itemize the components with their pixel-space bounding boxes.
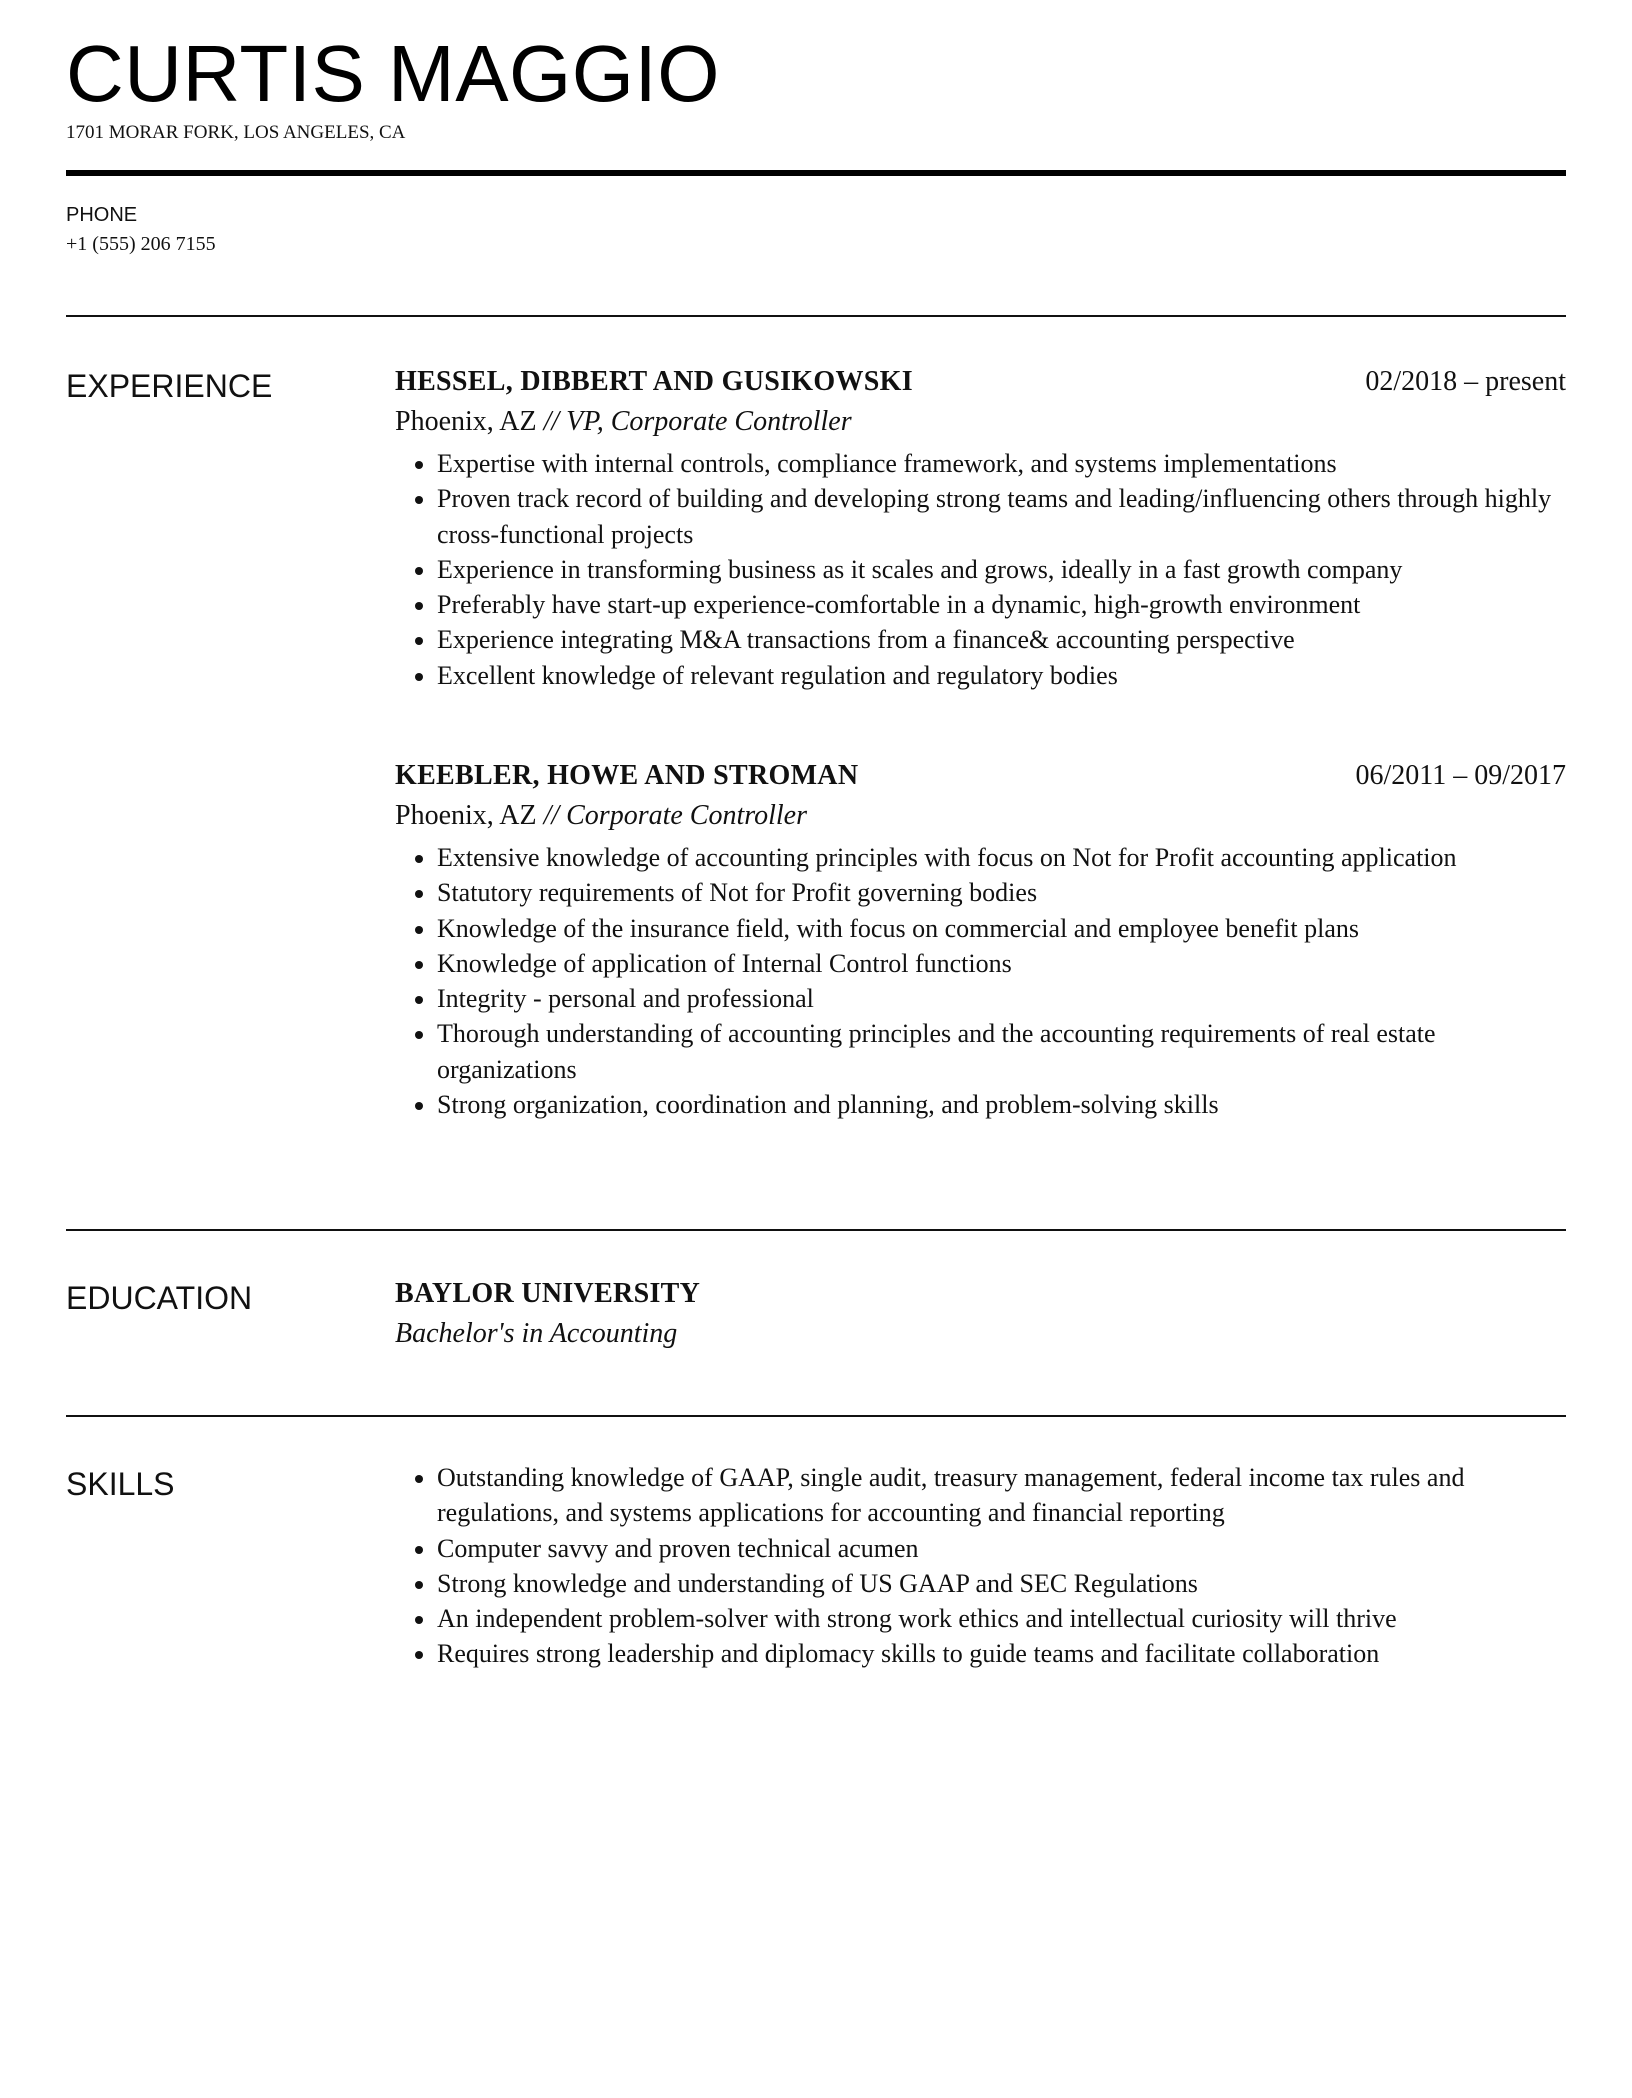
bullet-dot-icon <box>415 961 423 969</box>
education-degree: Bachelor's in Accounting <box>395 1318 678 1349</box>
job-bullet: Thorough understanding of accounting principles and the accounting requirements of real estate organizations <box>395 1016 1566 1087</box>
section-divider-education <box>66 1229 1566 1231</box>
bullet-dot-icon <box>415 637 423 645</box>
job-company: HESSEL, DIBBERT AND GUSIKOWSKI <box>395 366 913 397</box>
bullet-dot-icon <box>415 855 423 863</box>
job-bullet: Proven track record of building and developing strong teams and leading/influencing others through highly cross-functional projects <box>395 481 1566 552</box>
job-entry <box>395 756 1566 1122</box>
skills-heading: SKILLS <box>66 1466 175 1502</box>
bullet-dot-icon <box>415 673 423 681</box>
job-bullet: Statutory requirements of Not for Profit governing bodies <box>395 875 1566 910</box>
job-dates: 02/2018 – present <box>1365 366 1566 397</box>
candidate-name: CURTIS MAGGIO <box>66 29 720 118</box>
bullet-dot-icon <box>415 1031 423 1039</box>
job-entry <box>395 362 1566 693</box>
job-bullet: Extensive knowledge of accounting principles with focus on Not for Profit accounting application <box>395 840 1566 875</box>
job-location: Phoenix, AZ <box>395 406 537 437</box>
bullet-dot-icon <box>415 1581 423 1589</box>
job-bullet: Strong organization, coordination and planning, and problem-solving skills <box>395 1087 1566 1122</box>
bullet-dot-icon <box>415 461 423 469</box>
experience-list <box>395 362 1566 693</box>
education-entry <box>395 1274 1566 1354</box>
skill-item: Computer savvy and proven technical acumen <box>395 1531 1566 1566</box>
job-bullets <box>395 840 1566 1122</box>
job-separator: // <box>543 406 560 437</box>
job-role: VP, Corporate Controller <box>566 406 852 437</box>
education-heading: EDUCATION <box>66 1280 253 1316</box>
skills-list <box>395 1460 1566 1672</box>
bullet-dot-icon <box>415 1616 423 1624</box>
job-company: KEEBLER, HOWE AND STROMAN <box>395 760 859 791</box>
job-dates: 06/2011 – 09/2017 <box>1355 760 1566 791</box>
bullet-dot-icon <box>415 996 423 1004</box>
skill-item: Outstanding knowledge of GAAP, single audit, treasury management, federal income tax rules and regulations, and systems applications for accounting and financial reporting <box>395 1460 1566 1531</box>
job-bullets <box>395 446 1566 693</box>
job-bullet: Knowledge of the insurance field, with focus on commercial and employee benefit plans <box>395 911 1566 946</box>
job-location: Phoenix, AZ <box>395 800 537 831</box>
skill-item: Strong knowledge and understanding of US GAAP and SEC Regulations <box>395 1566 1566 1601</box>
job-header <box>395 756 1566 796</box>
section-divider-skills <box>66 1415 1566 1417</box>
bullet-dot-icon <box>415 1546 423 1554</box>
bullet-dot-icon <box>415 1475 423 1483</box>
phone-value: +1 (555) 206 7155 <box>66 233 216 255</box>
job-subline <box>395 402 1566 442</box>
bullet-dot-icon <box>415 926 423 934</box>
job-bullet: Integrity - personal and professional <box>395 981 1566 1016</box>
experience-heading: EXPERIENCE <box>66 368 273 404</box>
phone-label: PHONE <box>66 204 138 226</box>
skills-bullets <box>395 1460 1566 1672</box>
education-school: BAYLOR UNIVERSITY <box>395 1278 701 1309</box>
bullet-dot-icon <box>415 496 423 504</box>
job-separator: // <box>543 800 560 831</box>
skill-item: An independent problem-solver with strong work ethics and intellectual curiosity will thrive <box>395 1601 1566 1636</box>
bullet-dot-icon <box>415 602 423 610</box>
bullet-dot-icon <box>415 890 423 898</box>
bullet-dot-icon <box>415 567 423 575</box>
experience-list-2 <box>395 756 1566 1122</box>
job-bullet: Expertise with internal controls, compliance framework, and systems implementations <box>395 446 1566 481</box>
job-bullet: Knowledge of application of Internal Control functions <box>395 946 1566 981</box>
header-divider <box>66 170 1566 176</box>
job-bullet: Excellent knowledge of relevant regulation and regulatory bodies <box>395 658 1566 693</box>
bullet-dot-icon <box>415 1102 423 1110</box>
bullet-dot-icon <box>415 1651 423 1659</box>
section-divider-experience <box>66 315 1566 317</box>
job-bullet: Experience integrating M&A transactions from a finance& accounting perspective <box>395 622 1566 657</box>
job-subline <box>395 796 1566 836</box>
job-bullet: Experience in transforming business as it scales and grows, ideally in a fast growth company <box>395 552 1566 587</box>
job-bullet: Preferably have start-up experience-comfortable in a dynamic, high-growth environment <box>395 587 1566 622</box>
candidate-address: 1701 MORAR FORK, LOS ANGELES, CA <box>66 122 406 143</box>
job-header <box>395 362 1566 402</box>
skill-item: Requires strong leadership and diplomacy skills to guide teams and facilitate collaboration <box>395 1636 1566 1671</box>
job-role: Corporate Controller <box>566 800 807 831</box>
